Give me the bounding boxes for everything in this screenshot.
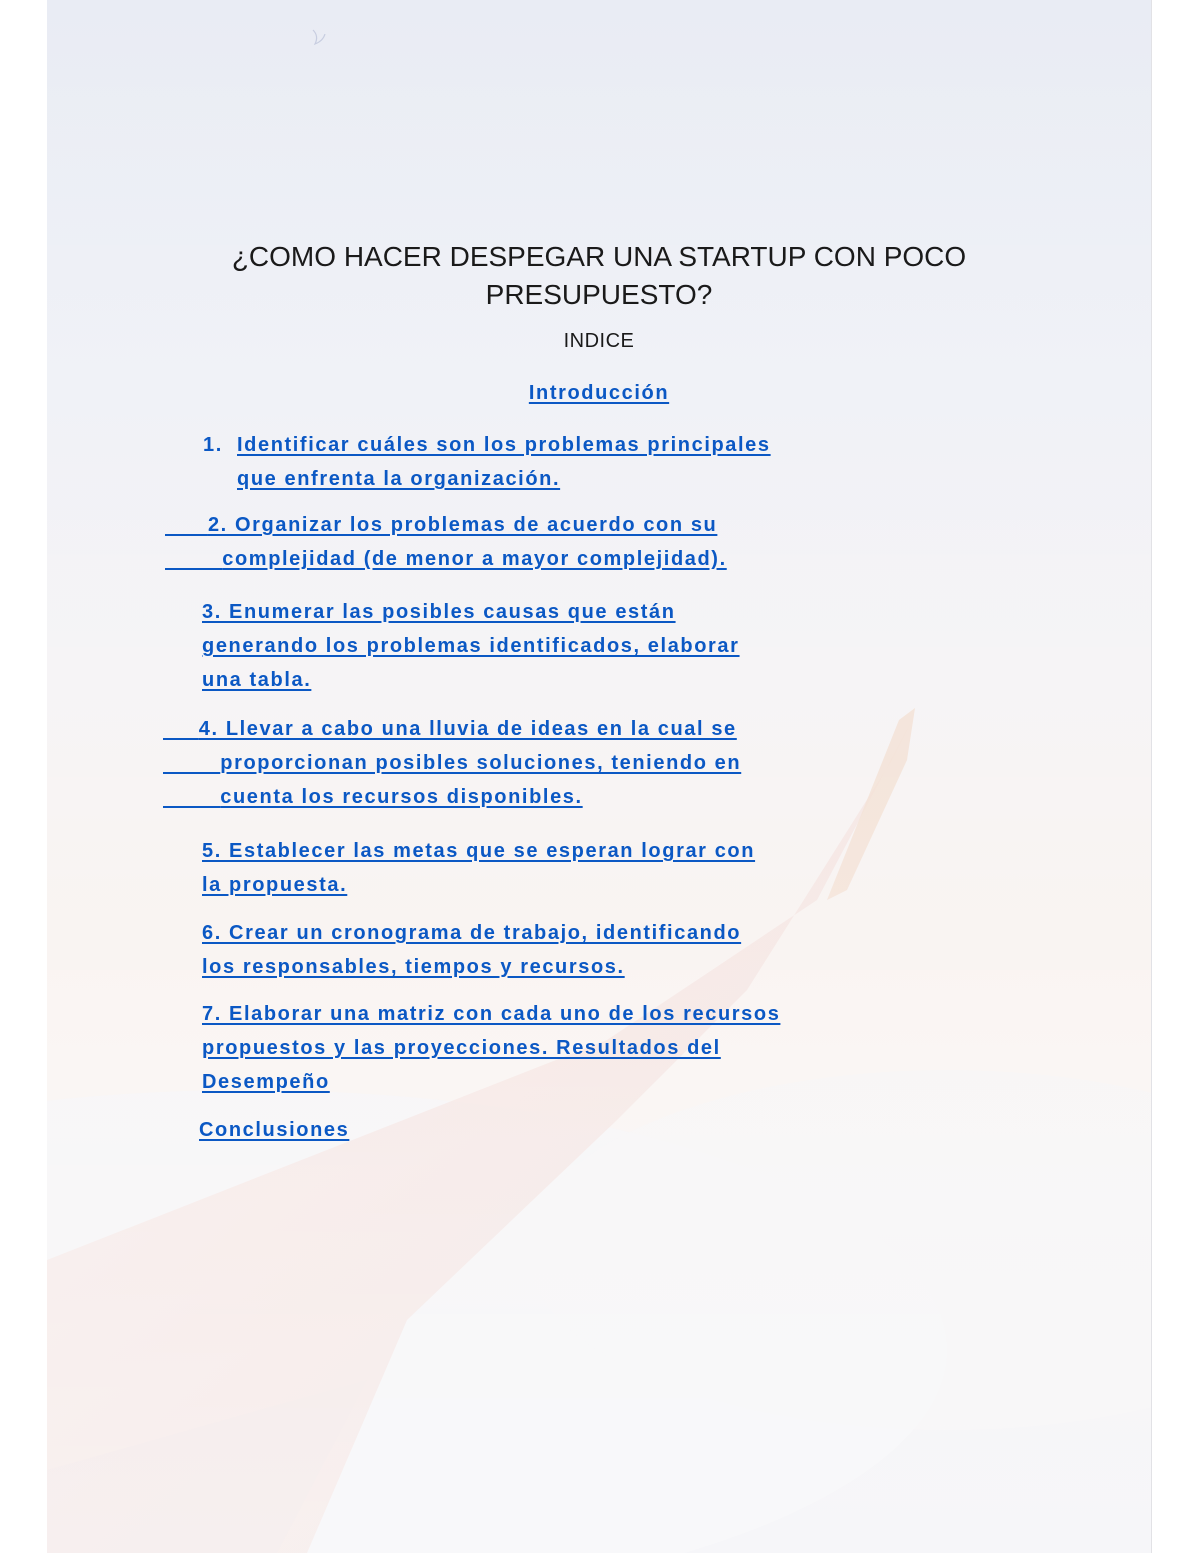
toc-item-2-line-1: 2. Organizar los problemas de acuerdo con su xyxy=(207,514,718,536)
toc-item-4-line-1: 4. Llevar a cabo una lluvia de ideas en la cual se xyxy=(198,718,737,740)
toc-item-7-line-2: propuestos y las proyecciones. Resultados del xyxy=(202,1037,721,1059)
toc-link-item-1[interactable] xyxy=(237,434,771,490)
toc-item-1-line-1: Identificar cuáles son los problemas principales xyxy=(237,434,771,456)
toc-link-item-2[interactable] xyxy=(165,514,727,570)
toc-link-conclusions[interactable]: Conclusiones xyxy=(199,1119,350,1141)
toc-item-5-line-1: 5. Establecer las metas que se esperan lograr con xyxy=(202,840,756,862)
toc-entry-1 xyxy=(237,428,877,496)
toc-item-5-line-2: la propuesta. xyxy=(202,874,348,896)
toc-item-4-line-3: cuenta los recursos disponibles. xyxy=(220,786,583,808)
title-line-2: PRESUPUESTO? xyxy=(485,279,713,310)
toc-entry-6 xyxy=(202,916,882,984)
toc-item-1-line-2: que enfrenta la organización. xyxy=(237,468,561,490)
toc-entry-7 xyxy=(202,997,902,1099)
toc-entry-4 xyxy=(163,712,883,814)
index-heading: INDICE xyxy=(563,330,635,352)
toc-link-item-6[interactable] xyxy=(202,922,741,978)
toc-entry-introduction xyxy=(47,376,1151,410)
toc-link-item-7[interactable] xyxy=(202,1003,780,1093)
toc-item-3-line-3: una tabla. xyxy=(202,669,312,691)
toc-link-item-3[interactable] xyxy=(202,601,740,691)
document-page xyxy=(47,0,1152,1553)
document-content xyxy=(47,0,1151,1553)
toc-item-1-number: 1. xyxy=(203,434,223,456)
toc-item-6-line-1: 6. Crear un cronograma de trabajo, identificando xyxy=(202,922,742,944)
toc-entry-conclusions xyxy=(199,1113,349,1147)
toc-entry-3 xyxy=(202,595,862,697)
toc-item-7-line-3: Desempeño xyxy=(202,1071,330,1093)
toc-item-6-line-2: los responsables, tiempos y recursos. xyxy=(202,956,625,978)
toc-item-3-line-2: generando los problemas identificados, elaborar xyxy=(202,635,740,657)
toc-link-item-4[interactable] xyxy=(163,718,741,808)
toc-item-2-line-2: complejidad (de menor a mayor complejidad). xyxy=(222,548,727,570)
toc-item-4-line-2: proporcionan posibles soluciones, teniendo en xyxy=(220,752,742,774)
toc-entry-2 xyxy=(165,508,865,576)
toc-item-7-line-1: 7. Elaborar una matriz con cada uno de los recursos xyxy=(202,1003,781,1025)
toc-link-item-5[interactable] xyxy=(202,840,755,896)
document-title xyxy=(147,238,1051,314)
toc-entry-5 xyxy=(202,834,882,902)
toc-item-3-line-1: 3. Enumerar las posibles causas que están xyxy=(202,601,676,623)
title-line-1: ¿COMO HACER DESPEGAR UNA STARTUP CON POCO xyxy=(231,241,967,272)
toc-link-introduction[interactable]: Introducción xyxy=(528,382,670,404)
